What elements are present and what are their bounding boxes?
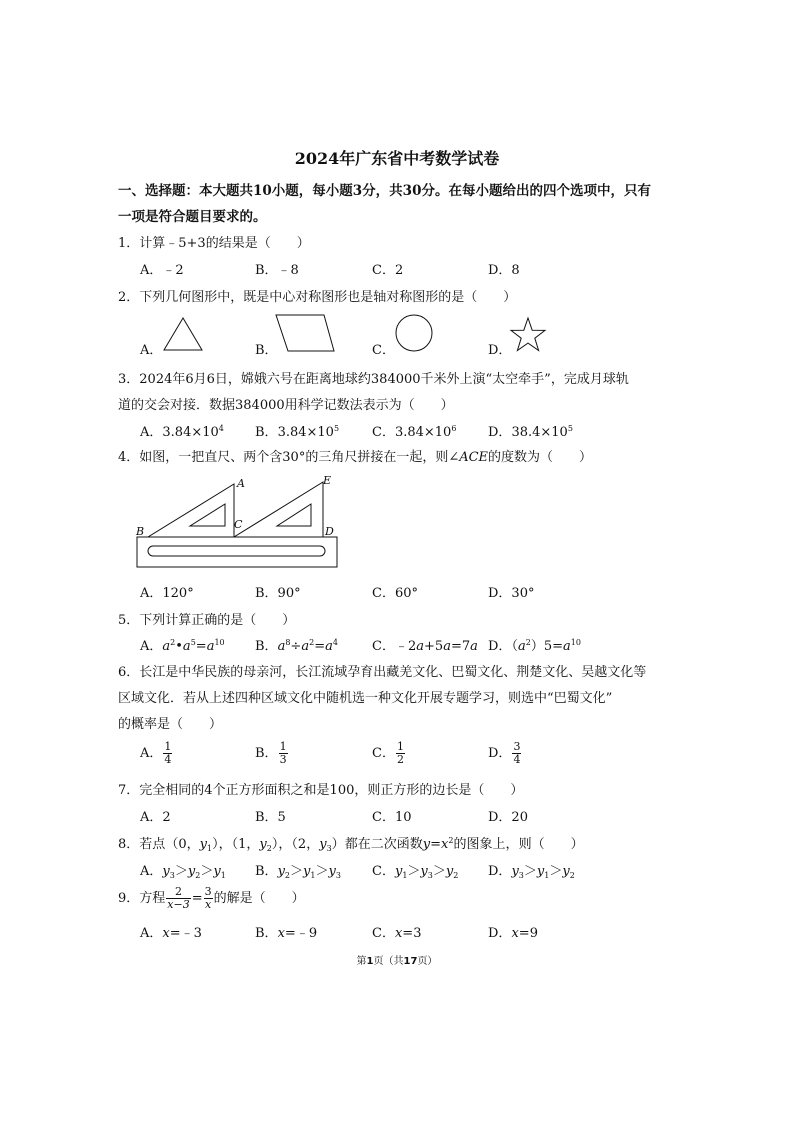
q7-option-d: D．20 [488,810,528,825]
q3-option-c: C．$3.84\times 10^6$ [372,424,457,440]
q1-option-b: B．﹣8 [255,263,299,278]
q2-option-b-label: B． [255,343,278,358]
ruler [137,537,337,567]
q9-option-b: B．x=﹣9 [255,926,318,941]
triangle-right [234,482,323,537]
page-title: 2024年广东省中考数学试卷 [294,149,500,168]
q7-option-a: A．2 [140,810,171,825]
q6-option-b: B． $\frac{1}{3}$ [255,740,287,766]
q1-option-d: D．8 [488,263,520,278]
q5-option-d: D．$(a^2)5=a^{10}$ [488,638,581,654]
question-6-line1: 6．长江是中华民族的母亲河，长江流域孕育出藏羌文化、巴蜀文化、荆楚文化、吴越文化等 [118,665,647,680]
q2-option-a-label: A． [140,343,163,358]
circle-shape [393,313,435,355]
q3-option-a: A．$3.84\times 10^4$ [140,424,224,440]
triangle-shape [162,316,204,352]
q8-option-a: A．$y_3>y_2>y_1$ [140,864,226,880]
q8-option-d: D．$y_3>y_1>y_2$ [488,864,575,880]
q9-option-c: C．x=3 [372,926,422,941]
q7-option-c: C．10 [372,810,412,825]
q3-option-b: B．$3.84\times 10^5$ [255,424,340,440]
question-3-line2: 道的交会对接．数据384000用科学记数法表示为（ ） [118,398,454,413]
label-e: E [323,474,332,487]
label-a: A [237,477,245,490]
parallelogram-shape [274,313,336,353]
question-6-line2: 区域文化．若从上述四种区域文化中随机选一种文化开展专题学习，则选中“巴蜀文化” [118,691,613,706]
q2-option-d-label: D． [488,343,512,358]
label-c: C [234,518,243,531]
question-1-stem: 1．计算﹣5+3的结果是（ ） [118,236,310,251]
q9-option-a: A．x=﹣3 [140,926,202,941]
question-7-stem: 7．完全相同的4个正方形面积之和是100，则正方形的边长是（ ） [118,783,524,798]
q2-option-c-label: C． [372,343,395,358]
q8-option-b: B．$y_2>y_1>y_3$ [255,864,341,880]
q5-option-a: A．$a^2•a^5=a^{10}$ [140,638,225,654]
page-footer: 第1页（共17页） [356,956,438,967]
triangle-left [148,484,234,537]
q4-option-c: C．60° [372,586,418,601]
ruler-slot [148,546,325,556]
q6-option-c: C． $\frac{1}{2}$ [372,740,404,766]
q7-option-b: B．5 [255,810,286,825]
q6-option-d: D． $\frac{3}{4}$ [488,740,521,766]
question-4-stem: 4．如图，一把直尺、两个含30°的三角尺拼接在一起，则∠ACE的度数为（ ） [118,450,593,465]
q5-option-c: C．﹣2a+5a=7a [372,639,478,654]
star-shape [509,316,547,352]
q1-option-c: C．2 [372,263,404,278]
question-6-line3: 的概率是（ ） [118,717,223,732]
question-8-stem: 8．若点（0，$y_1$），（1，$y_2$），（2，$y_3$）都在二次函数$y=x^2$的图象上，则（ ） [118,836,584,853]
q5-option-b: B．$a^8\div a^2=a^4$ [255,638,338,654]
q6-option-a: A． $\frac{1}{4}$ [140,740,172,766]
ruler-triangles-figure [132,472,352,572]
label-b: B [136,525,145,538]
q8-option-c: C．$y_1>y_3>y_2$ [372,864,459,880]
question-5-stem: 5．下列计算正确的是（ ） [118,613,296,628]
q4-option-b: B．90° [255,586,301,601]
q9-option-d: D．x=9 [488,926,538,941]
section-heading-line1: 一、选择题：本大题共10小题，每小题3分，共30分。在每小题给出的四个选项中，只有 [118,183,651,199]
q3-option-d: D．$38.4\times 10^5$ [488,424,573,440]
q4-option-d: D．30° [488,586,535,601]
q4-option-a: A．120° [140,586,194,601]
label-d: D [325,525,334,538]
section-heading-line2: 一项是符合题目要求的。 [118,209,267,225]
question-9-stem: 9．方程 $\frac{2}{x-3}$ = $\frac{3}{x}$ 的解是（ ） [118,885,305,911]
question-3-line1: 3．2024年6月6日，嫦娥六号在距离地球约384000千米外上演“太空牵手”，完成月球轨 [118,372,629,387]
question-2-stem: 2．下列几何图形中，既是中心对称图形也是轴对称图形的是（ ） [118,290,517,305]
q1-option-a: A．﹣2 [140,263,184,278]
